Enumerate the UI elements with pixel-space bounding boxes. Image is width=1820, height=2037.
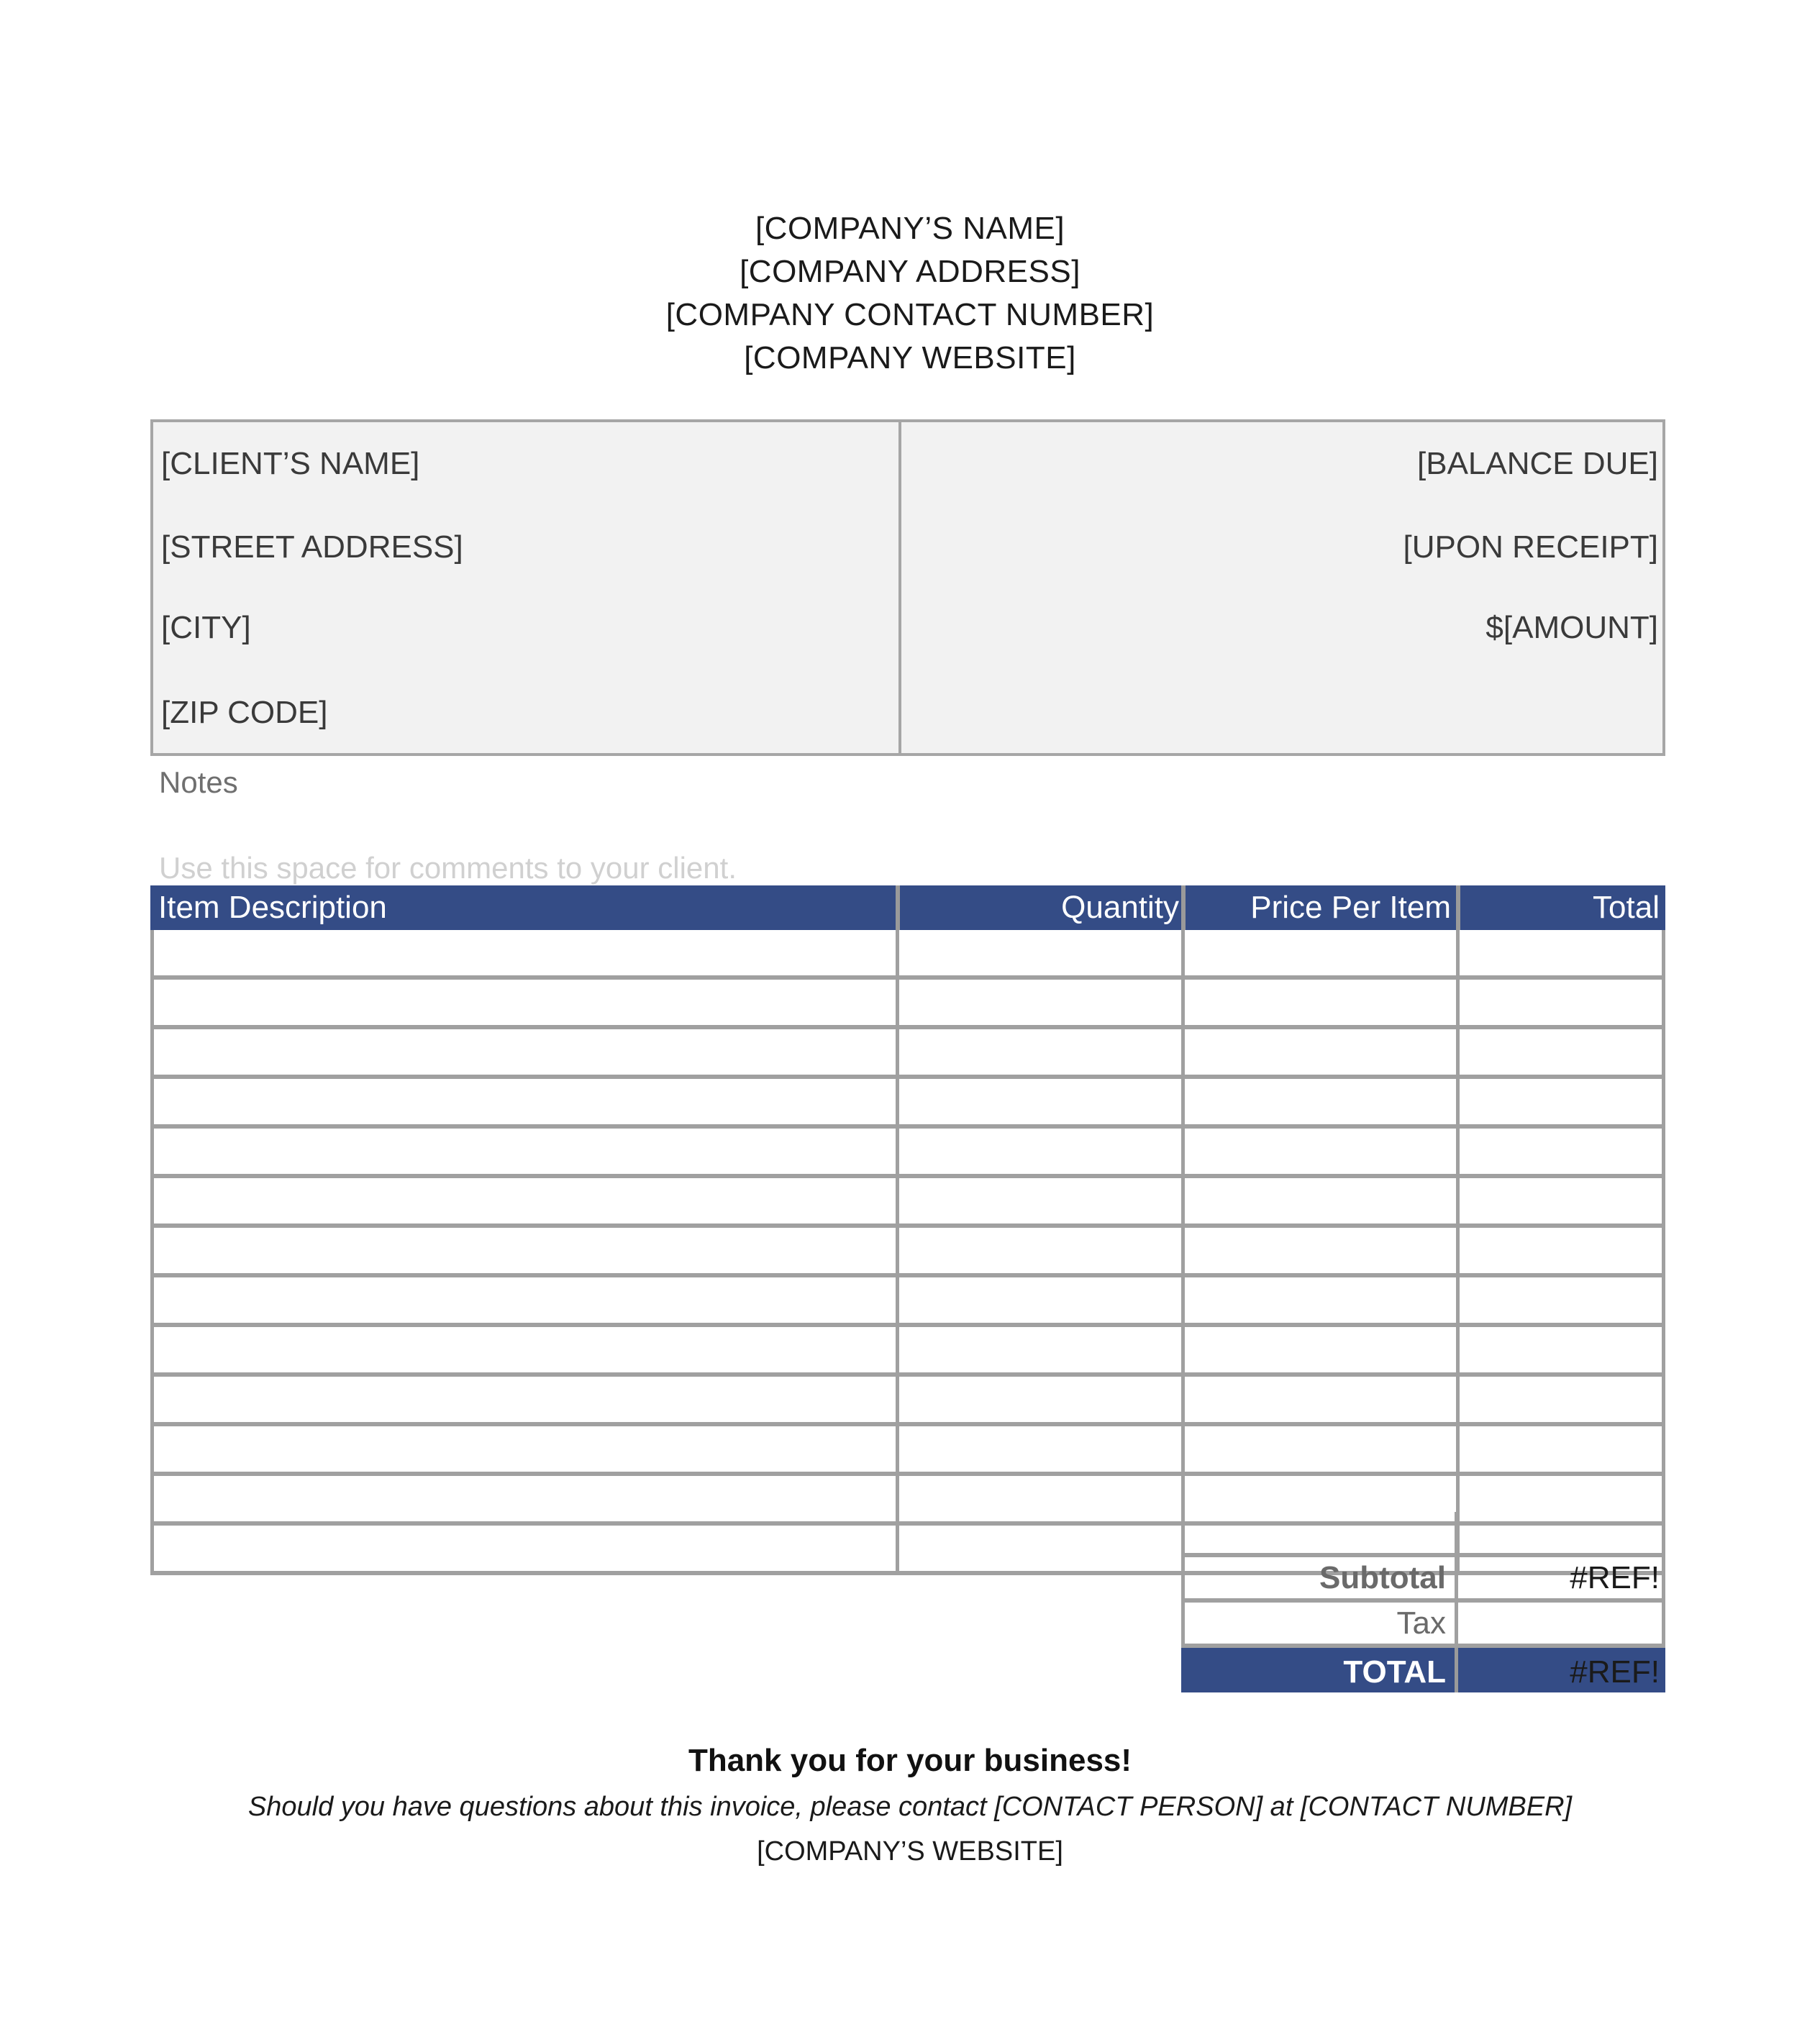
- cell-description[interactable]: [156, 1079, 890, 1124]
- table-gridline: [896, 1277, 899, 1323]
- company-header: [0, 207, 1820, 380]
- table-gridline: [150, 1178, 154, 1223]
- table-gridline: [150, 980, 154, 1025]
- cell-price[interactable]: [1187, 930, 1450, 975]
- table-gridline: [1181, 1327, 1185, 1372]
- table-gridline: [1181, 1277, 1185, 1323]
- table-gridline: [1181, 1426, 1185, 1472]
- table-gridline: [1662, 1277, 1665, 1323]
- table-gridline: [1456, 1377, 1460, 1422]
- table-gridline: [1181, 930, 1185, 975]
- cell-total[interactable]: [1462, 980, 1660, 1025]
- table-gridline: [896, 1526, 899, 1571]
- table-gridline: [1456, 1129, 1460, 1174]
- totals-gridline: [1455, 1512, 1458, 1553]
- table-row: [150, 1029, 1665, 1079]
- cell-description[interactable]: [156, 980, 890, 1025]
- thank-you-message: Thank you for your business!: [688, 1743, 1132, 1778]
- table-row: [150, 1327, 1665, 1377]
- cell-quantity[interactable]: [901, 1327, 1175, 1372]
- table-gridline: [1181, 1178, 1185, 1223]
- items-table-header: [150, 885, 1665, 930]
- cell-price[interactable]: [1187, 1277, 1450, 1323]
- table-gridline: [150, 1277, 154, 1323]
- client-street-address[interactable]: [STREET ADDRESS]: [161, 529, 463, 565]
- table-row: [150, 1426, 1665, 1476]
- table-gridline: [1456, 1178, 1460, 1223]
- totals-gridline: [1662, 1512, 1665, 1553]
- table-gridline: [1181, 1079, 1185, 1124]
- cell-quantity[interactable]: [901, 1426, 1175, 1472]
- table-gridline: [896, 1129, 899, 1174]
- tax-row: [1181, 1603, 1665, 1648]
- client-name[interactable]: [CLIENT’S NAME]: [161, 446, 420, 481]
- cell-quantity[interactable]: [901, 980, 1175, 1025]
- table-gridline: [1662, 1029, 1665, 1075]
- table-gridline: [1662, 1377, 1665, 1422]
- subtotal-row: [1181, 1557, 1665, 1603]
- table-gridline: [1662, 980, 1665, 1025]
- table-gridline: [150, 1426, 154, 1472]
- table-gridline: [896, 1476, 899, 1521]
- cell-price[interactable]: [1187, 1178, 1450, 1223]
- table-gridline: [150, 1526, 154, 1571]
- cell-total[interactable]: [1462, 1426, 1660, 1472]
- cell-description[interactable]: [156, 1426, 890, 1472]
- client-city[interactable]: [CITY]: [161, 610, 251, 645]
- items-table: [150, 885, 1665, 1575]
- table-gridline: [1181, 1377, 1185, 1422]
- table-gridline: [150, 930, 154, 975]
- table-gridline: [1456, 930, 1460, 975]
- table-gridline: [896, 1377, 899, 1422]
- totals-gridline: [1662, 1603, 1665, 1644]
- contact-instructions: Should you have questions about this invoice, please contact [CONTACT PERSON] at [CONTACT NUMBER]: [247, 1792, 1573, 1822]
- cell-quantity[interactable]: [901, 1476, 1175, 1521]
- table-gridline: [1456, 980, 1460, 1025]
- table-gridline: [150, 1377, 154, 1422]
- table-gridline: [1662, 1079, 1665, 1124]
- table-gridline: [150, 1029, 154, 1075]
- cell-quantity[interactable]: [901, 1129, 1175, 1174]
- cell-description[interactable]: [156, 1029, 890, 1075]
- cell-total[interactable]: [1462, 1377, 1660, 1422]
- table-gridline: [150, 1079, 154, 1124]
- table-gridline: [1181, 1029, 1185, 1075]
- totals-spacer-row: [1181, 1512, 1665, 1557]
- cell-price[interactable]: [1187, 1129, 1450, 1174]
- balance-due-label[interactable]: [BALANCE DUE]: [1417, 446, 1658, 481]
- cell-total[interactable]: [1462, 1079, 1660, 1124]
- table-gridline: [1456, 1327, 1460, 1372]
- cell-total[interactable]: [1462, 1228, 1660, 1273]
- table-gridline: [896, 980, 899, 1025]
- cell-price[interactable]: [1187, 1079, 1450, 1124]
- table-gridline: [1456, 1029, 1460, 1075]
- cell-description[interactable]: [156, 1327, 890, 1372]
- cell-description[interactable]: [156, 1129, 890, 1174]
- cell-quantity[interactable]: [901, 1277, 1175, 1323]
- cell-price[interactable]: [1187, 980, 1450, 1025]
- table-gridline: [896, 1228, 899, 1273]
- cell-description[interactable]: [156, 1277, 890, 1323]
- header-price-per-item: Price Per Item: [1250, 890, 1451, 925]
- company-name: [COMPANY’S NAME]: [755, 211, 1065, 246]
- totals-gridline: [1455, 1557, 1458, 1598]
- cell-quantity[interactable]: [901, 1079, 1175, 1124]
- notes-input[interactable]: Use this space for comments to your client.: [159, 851, 737, 885]
- table-gridline: [150, 1476, 154, 1521]
- table-gridline: [1456, 1426, 1460, 1472]
- table-gridline: [896, 1178, 899, 1223]
- cell-description[interactable]: [156, 1228, 890, 1273]
- cell-quantity[interactable]: [901, 1178, 1175, 1223]
- company-website: [COMPANY WEBSITE]: [744, 340, 1076, 375]
- total-value[interactable]: #REF!: [1570, 1654, 1660, 1690]
- totals-gridline: [1181, 1512, 1185, 1553]
- table-gridline: [896, 930, 899, 975]
- cell-total[interactable]: [1462, 1029, 1660, 1075]
- items-table-body: [150, 930, 1665, 1575]
- table-gridline: [896, 1426, 899, 1472]
- table-gridline: [1662, 1129, 1665, 1174]
- table-row: [150, 1178, 1665, 1228]
- cell-description[interactable]: [156, 1476, 890, 1521]
- cell-description[interactable]: [156, 930, 890, 975]
- table-gridline: [150, 1228, 154, 1273]
- table-gridline: [1456, 1079, 1460, 1124]
- header-quantity: Quantity: [1061, 890, 1179, 925]
- cell-total[interactable]: [1462, 1277, 1660, 1323]
- table-gridline: [1181, 980, 1185, 1025]
- table-gridline: [1662, 1228, 1665, 1273]
- cell-price[interactable]: [1187, 1327, 1450, 1372]
- cell-quantity[interactable]: [901, 930, 1175, 975]
- table-gridline: [150, 1129, 154, 1174]
- table-gridline: [896, 1079, 899, 1124]
- table-gridline: [1662, 930, 1665, 975]
- totals-gridline: [1181, 1557, 1185, 1598]
- client-info-box: [150, 419, 1665, 756]
- table-gridline: [150, 1327, 154, 1372]
- table-gridline: [1456, 1228, 1460, 1273]
- total-label: TOTAL: [1343, 1654, 1446, 1690]
- totals-gridline: [1662, 1557, 1665, 1598]
- table-row: [150, 1228, 1665, 1277]
- cell-total[interactable]: [1462, 1178, 1660, 1223]
- cell-total[interactable]: [1462, 930, 1660, 975]
- cell-description[interactable]: [156, 1377, 890, 1422]
- payment-terms[interactable]: [UPON RECEIPT]: [1403, 529, 1658, 565]
- cell-description[interactable]: [156, 1526, 890, 1571]
- table-gridline: [1662, 1178, 1665, 1223]
- totals-gridline: [1181, 1603, 1185, 1644]
- notes-label: Notes: [159, 765, 238, 799]
- header-total: Total: [1593, 890, 1660, 925]
- totals-gridline: [1455, 1603, 1458, 1644]
- table-gridline: [1662, 1426, 1665, 1472]
- subtotal-value[interactable]: #REF!: [1570, 1560, 1660, 1595]
- table-row: [150, 1079, 1665, 1129]
- table-gridline: [1181, 1228, 1185, 1273]
- tax-label: Tax: [1396, 1605, 1446, 1641]
- cell-description[interactable]: [156, 1178, 890, 1223]
- client-zip-code[interactable]: [ZIP CODE]: [161, 695, 328, 730]
- cell-quantity[interactable]: [901, 1029, 1175, 1075]
- cell-quantity[interactable]: [901, 1526, 1175, 1571]
- cell-price[interactable]: [1187, 1377, 1450, 1422]
- cell-quantity[interactable]: [901, 1228, 1175, 1273]
- company-contact-number: [COMPANY CONTACT NUMBER]: [665, 297, 1155, 332]
- company-address: [COMPANY ADDRESS]: [740, 254, 1080, 289]
- table-row: [150, 1377, 1665, 1426]
- table-row: [150, 930, 1665, 980]
- cell-price[interactable]: [1187, 1228, 1450, 1273]
- table-row: [150, 1277, 1665, 1327]
- table-row: [150, 1129, 1665, 1178]
- table-row: [150, 980, 1665, 1029]
- header-item-description: Item Description: [158, 890, 387, 925]
- table-gridline: [1456, 1277, 1460, 1323]
- footer-company-website: [COMPANY’S WEBSITE]: [757, 1836, 1063, 1867]
- table-gridline: [1662, 1327, 1665, 1372]
- totals-gridline: [1455, 1648, 1458, 1692]
- subtotal-label: Subtotal: [1319, 1560, 1446, 1595]
- cell-price[interactable]: [1187, 1426, 1450, 1472]
- cell-total[interactable]: [1462, 1327, 1660, 1372]
- cell-quantity[interactable]: [901, 1377, 1175, 1422]
- table-gridline: [896, 1029, 899, 1075]
- balance-amount[interactable]: $[AMOUNT]: [1485, 610, 1658, 645]
- client-box-divider: [898, 422, 901, 753]
- totals-block: [1181, 1512, 1665, 1692]
- table-gridline: [1181, 1129, 1185, 1174]
- cell-total[interactable]: [1462, 1129, 1660, 1174]
- cell-price[interactable]: [1187, 1029, 1450, 1075]
- table-gridline: [896, 1327, 899, 1372]
- total-row: [1181, 1648, 1665, 1692]
